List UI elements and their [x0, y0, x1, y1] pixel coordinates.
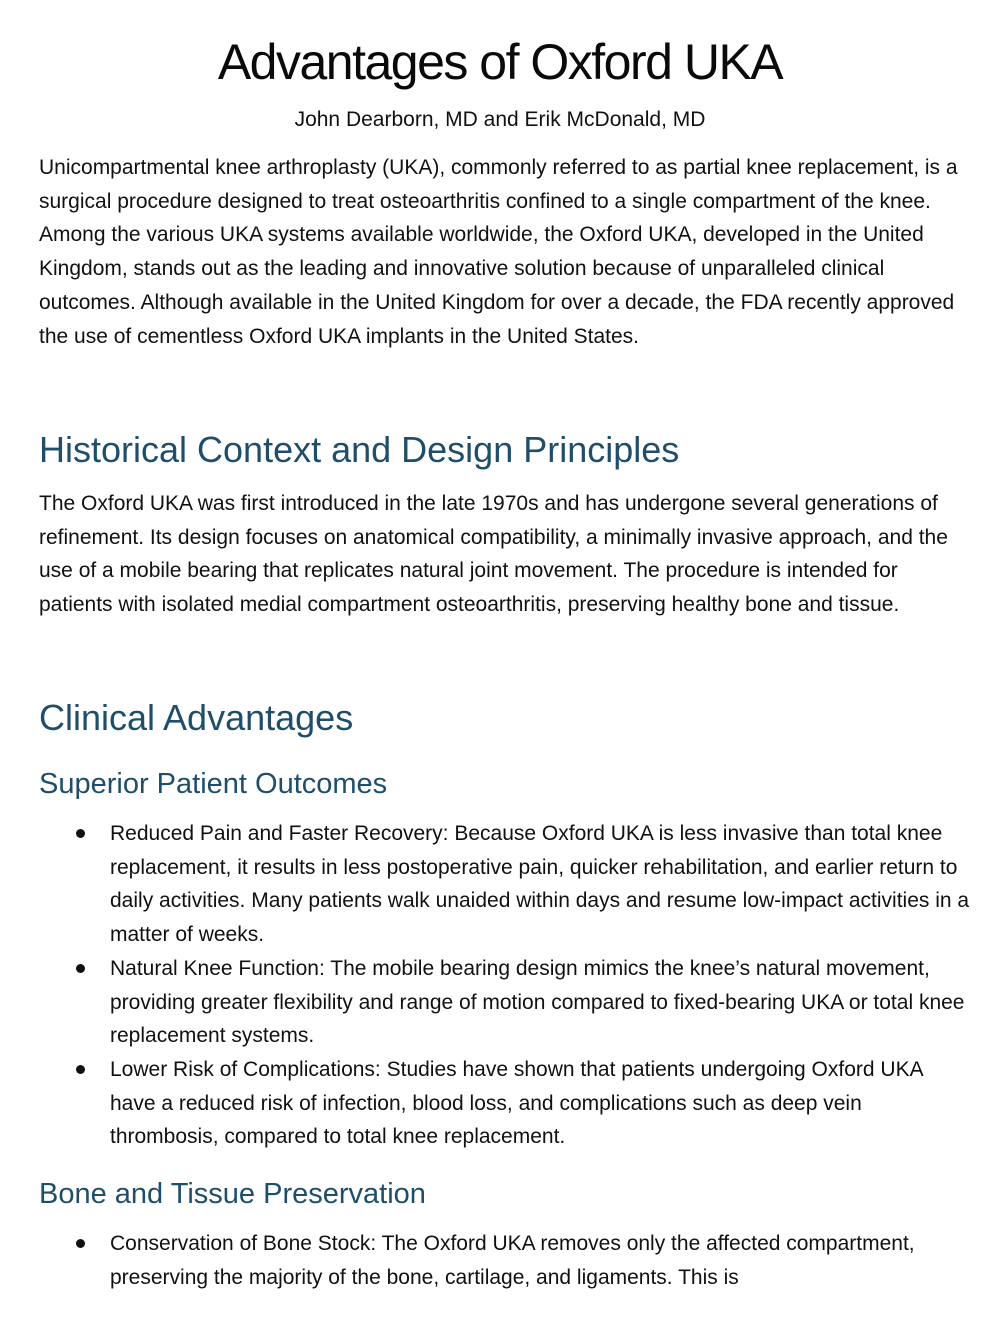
section-heading-historical: Historical Context and Design Principles	[39, 429, 680, 470]
list-item	[110, 952, 970, 1053]
list-item-text: Natural Knee Function: The mobile bearing design mimics the knee’s natural movement, providing greater flexibility and range of motion compared to fixed-bearing UKA or total knee replacement systems.	[110, 956, 965, 1048]
bullet-icon	[76, 1239, 85, 1248]
list-item	[110, 1227, 970, 1294]
list-item	[110, 817, 970, 952]
list-item-text: Reduced Pain and Faster Recovery: Because Oxford UKA is less invasive than total knee replacement, it results in less postoperative pain, quicker rehabilitation, and earlier return to daily activities. Many patients walk unaided within days and resume low-impact activities in a matter of weeks.	[110, 822, 970, 947]
section-heading-clinical: Clinical Advantages	[39, 697, 354, 738]
historical-paragraph: The Oxford UKA was first introduced in the late 1970s and has undergone several generations of refinement. Its design focuses on anatomical compatibility, a minimally invasive approach, and the use of a mobile bearing that replicates natural joint movement. The procedure is intended for patients with isolated medial compartment osteoarthritis, preserving healthy bone and tissue.	[39, 492, 948, 617]
authors-line: John Dearborn, MD and Erik McDonald, MD	[294, 108, 706, 131]
bullet-icon	[76, 829, 85, 838]
list-item-text: Conservation of Bone Stock: The Oxford UKA removes only the affected compartment, preserving the majority of the bone, cartilage, and ligaments. This is	[110, 1232, 915, 1289]
list-item-text: Lower Risk of Complications: Studies have shown that patients undergoing Oxford UKA have a reduced risk of infection, blood loss, and complications such as deep vein thrombosis, compared to total knee replacement.	[110, 1057, 923, 1149]
bullet-icon	[76, 964, 85, 973]
list-item	[110, 1053, 970, 1154]
document-title: Advantages of Oxford UKA	[217, 34, 783, 90]
preservation-list	[110, 1227, 970, 1294]
outcomes-list	[110, 817, 970, 1154]
bullet-icon	[76, 1065, 85, 1074]
subheading-preservation: Bone and Tissue Preservation	[39, 1178, 426, 1210]
subheading-outcomes: Superior Patient Outcomes	[39, 768, 388, 800]
intro-paragraph: Unicompartmental knee arthroplasty (UKA), commonly referred to as partial knee replacement, is a surgical procedure designed to treat osteoarthritis confined to a single compartment of the knee. Among the various UKA systems available worldwide, the Oxford UKA, developed in the United Kingdom, stands out as the leading and innovative solution because of unparalleled clinical outcomes. Although available in the United Kingdom for over a decade, the FDA recently approved the use of cementless Oxford UKA implants in the United States.	[39, 156, 958, 348]
